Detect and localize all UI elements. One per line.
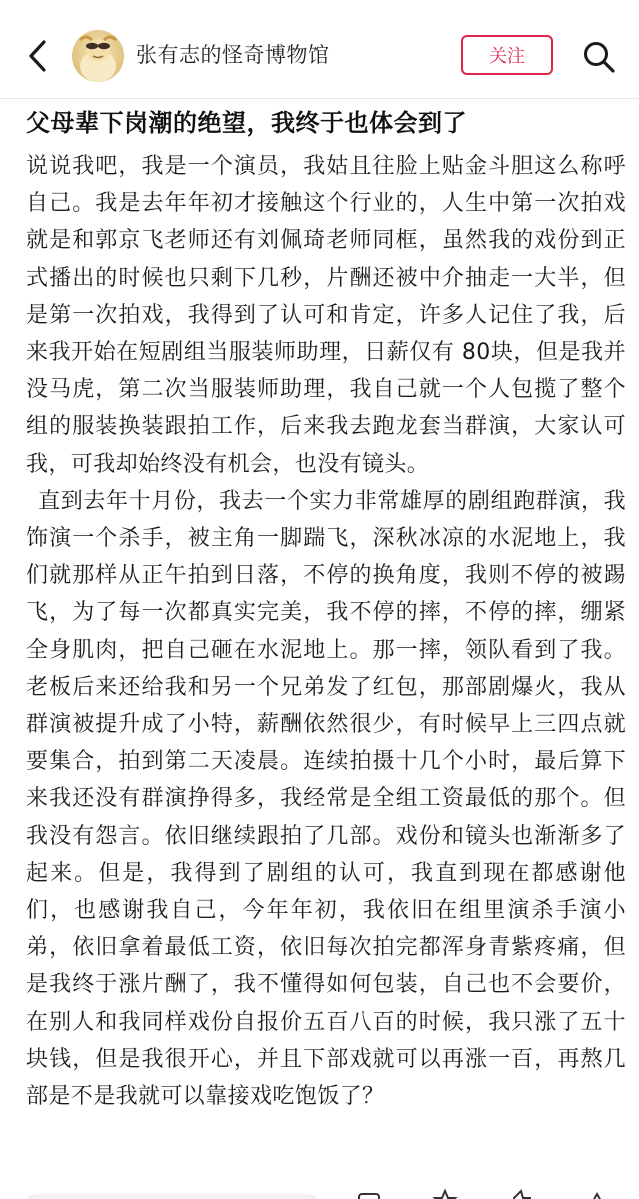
back-button[interactable]	[20, 36, 56, 76]
comment-input[interactable]	[22, 1194, 322, 1199]
star-icon[interactable]	[432, 1188, 458, 1199]
follow-button[interactable]: 关注	[461, 35, 553, 75]
article-title: 父母辈下岗潮的绝望，我终于也体会到了	[26, 109, 467, 137]
like-icon[interactable]	[508, 1188, 534, 1199]
share-icon[interactable]	[584, 1188, 610, 1199]
article-paragraph: 说说我吧，我是一个演员，我姑且往脸上贴金斗胆这么称呼自己。我是去年年初才接触这个行业的，人生中第一次拍戏就是和郭京飞老师还有刘佩琦老师同框，虽然我的戏份到正式播出的时候也只剩下几秒，片酬还被中介抽走一大半，但是第一次拍戏，我得到了认可和肯定，许多人记住了我，后来我开始在短剧组当服装师助理，日薪仅有 80块，但是我并没马虎，第二次当服装师助理，我自己就一个人包揽了整个组的服装换装跟拍工作，后来我去跑龙套当群演，大家认可我，可我却始终没有机会，也没有镜头。	[26, 154, 626, 477]
search-button[interactable]	[580, 38, 618, 76]
chevron-left-icon	[27, 39, 49, 73]
avatar[interactable]	[72, 30, 124, 82]
cartoon-avatar-icon	[72, 30, 124, 82]
bottom-action-bar	[0, 1186, 639, 1199]
search-icon	[582, 40, 616, 74]
top-navigation-bar	[0, 0, 639, 99]
comment-icon[interactable]	[356, 1188, 382, 1199]
article-body	[26, 104, 626, 1115]
account-name[interactable]: 张有志的怪奇博物馆	[136, 43, 330, 67]
article-paragraph: 直到去年十月份，我去一个实力非常雄厚的剧组跑群演，我饰演一个杀手，被主角一脚踹飞，深秋冰凉的水泥地上，我们就那样从正午拍到日落，不停的换角度，我则不停的被踢飞，为了每一次都真实完美，我不停的摔，不停的摔，绷紧全身肌肉，把自己砸在水泥地上。那一摔，领队看到了我。老板后来还给我和另一个兄弟发了红包，那部剧爆火，我从群演被提升成了小特，薪酬依然很少，有时候早上三四点就要集合，拍到第二天凌晨。连续拍摄十几个小时，最后算下来我还没有群演挣得多，我经常是全组工资最低的那个。但我没有怨言。依旧继续跟拍了几部。戏份和镜头也渐渐多了起来。但是，我得到了剧组的认可，我直到现在都感谢他们，也感谢我自己，今年年初，我依旧在组里演杀手演小弟，依旧拿着最低工资，依旧每次拍完都浑身青紫疼痛，但是我终于涨片酬了，我不懂得如何包装，自己也不会要价，在别人和我同样戏份自报价五百八百的时候，我只涨了五十块钱，但是我很开心，并且下部戏就可以再涨一百，再熬几部是不是我就可以靠接戏吃饱饭了？	[26, 488, 626, 1110]
